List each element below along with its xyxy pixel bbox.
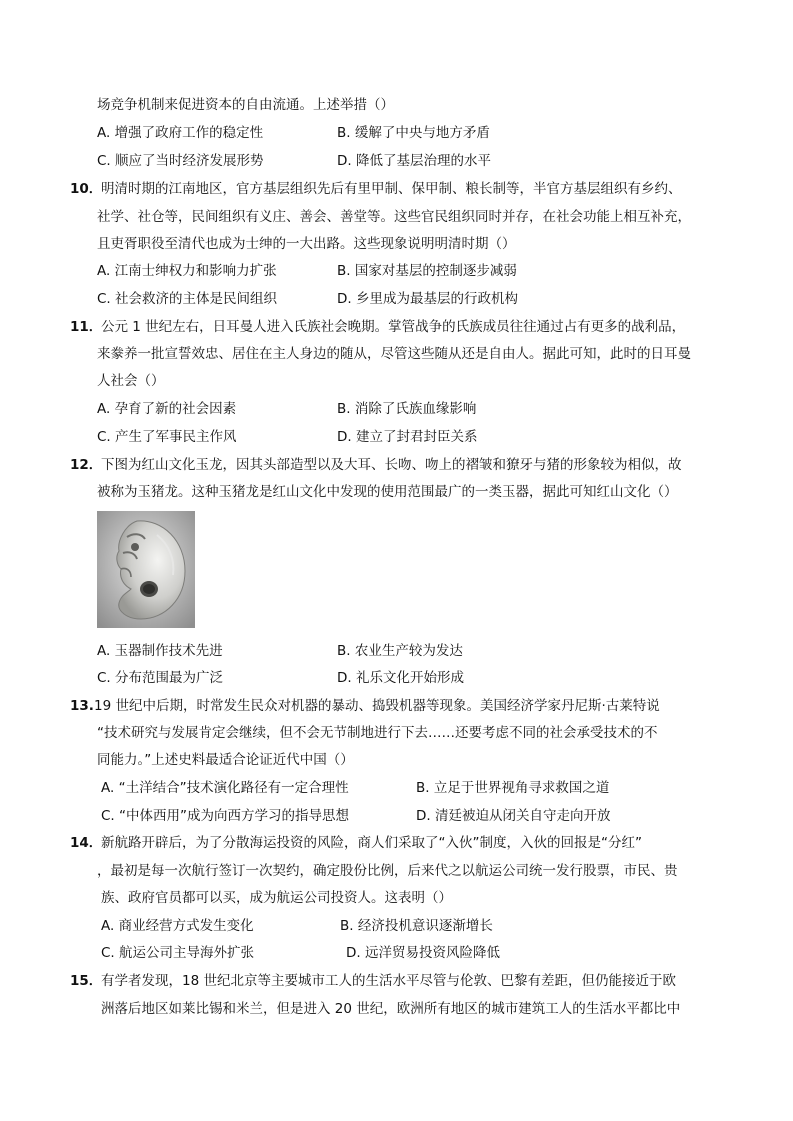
- q10-number: 10．: [70, 181, 103, 197]
- q13-option-b: B. 立足于世界视角寻求救国之道: [416, 780, 610, 796]
- q15-number: 15．: [70, 973, 103, 989]
- q13-stem-line-3: 同能力。”上述史料最适合论证近代中国（）: [97, 752, 354, 768]
- q13-option-a: A. “土洋结合”技术演化路径有一定合理性: [101, 780, 349, 796]
- q11-stem-line-3: 人社会（）: [97, 373, 165, 389]
- q15-stem-line-2: 洲落后地区如莱比锡和米兰，但是进入 20 世纪，欧洲所有地区的城市建筑工人的生活水平都比中: [101, 1001, 681, 1017]
- q10-stem-line-3: 且吏胥职役至清代也成为士绅的一大出路。这些现象说明明清时期（）: [97, 236, 516, 252]
- q11-stem-line-1: 公元 1 世纪左右，日耳曼人进入氏族社会晚期。掌管战争的氏族成员往往通过占有更多的战利品，: [101, 319, 686, 335]
- jade-pig-dragon-photo: [97, 511, 195, 628]
- q12-option-a: A. 玉器制作技术先进: [97, 643, 223, 659]
- q12-number: 12．: [70, 457, 103, 473]
- q13-number: 13.: [70, 698, 94, 714]
- q14-option-c: C. 航运公司主导海外扩张: [101, 945, 255, 961]
- q9-stem-continuation: 场竞争机制来促进资本的自由流通。上述举措（）: [97, 97, 394, 113]
- q13-option-c: C. “中体西用”成为向西方学习的指导思想: [101, 808, 349, 824]
- q15-stem-line-1: 有学者发现，18 世纪北京等主要城市工人的生活水平尽管与伦敦、巴黎有差距，但仍能接近于欧: [101, 973, 676, 989]
- q9-option-a: A. 增强了政府工作的稳定性: [97, 125, 264, 141]
- q10-option-d: D. 乡里成为最基层的行政机构: [337, 291, 518, 307]
- q11-stem-line-2: 来豢养一批宣誓效忠、居住在主人身边的随从，尽管这些随从还是自由人。据此可知，此时的日耳曼: [97, 346, 691, 362]
- q11-option-a: A. 孕育了新的社会因素: [97, 401, 237, 417]
- q14-option-a: A. 商业经营方式发生变化: [101, 918, 254, 934]
- q13-option-d: D. 清廷被迫从闭关自守走向开放: [416, 808, 611, 824]
- q10-stem-line-1: 明清时期的江南地区，官方基层组织先后有里甲制、保甲制、粮长制等，半官方基层组织有乡约、: [101, 181, 682, 197]
- q12-option-b: B. 农业生产较为发达: [337, 643, 463, 659]
- q9-option-d: D. 降低了基层治理的水平: [337, 153, 491, 169]
- q14-stem-line-2: ，最初是每一次航行签订一次契约，确定股份比例，后来代之以航运公司统一发行股票，市民、贵: [97, 863, 678, 879]
- q12-stem-line-1: 下图为红山文化玉龙，因其头部造型以及大耳、长吻、吻上的褶皱和獠牙与猪的形象较为相似，故: [101, 457, 682, 473]
- q11-option-b: B. 消除了氏族血缘影响: [337, 401, 477, 417]
- q10-stem-line-2: 社学、社仓等，民间组织有义庄、善会、善堂等。这些官民组织同时并存，在社会功能上相互补充，: [97, 209, 691, 225]
- q13-stem-line-2: “技术研究与发展肯定会继续，但不会无节制地进行下去……还要考虑不同的社会承受技术的不: [97, 725, 658, 741]
- q14-stem-line-1: 新航路开辟后，为了分散海运投资的风险，商人们采取了“入伙”制度，入伙的回报是“分红”: [101, 835, 642, 851]
- q14-option-d: D. 远洋贸易投资风险降低: [346, 945, 500, 961]
- q10-option-a: A. 江南士绅权力和影响力扩张: [97, 263, 277, 279]
- q9-option-c: C. 顺应了当时经济发展形势: [97, 153, 264, 169]
- q14-number: 14．: [70, 835, 103, 851]
- q10-option-c: C. 社会救济的主体是民间组织: [97, 291, 278, 307]
- q11-option-d: D. 建立了封君封臣关系: [337, 429, 478, 445]
- q12-stem-line-2: 被称为玉猪龙。这种玉猪龙是红山文化中发现的使用范围最广的一类玉器，据此可知红山文化（）: [97, 484, 678, 500]
- q12-option-c: C. 分布范围最为广泛: [97, 670, 224, 686]
- q9-option-b: B. 缓解了中央与地方矛盾: [337, 125, 490, 141]
- q12-option-d: D. 礼乐文化开始形成: [337, 670, 464, 686]
- q14-option-b: B. 经济投机意识逐渐增长: [340, 918, 493, 934]
- q14-stem-line-3: 族、政府官员都可以买，成为航运公司投资人。这表明（）: [101, 890, 452, 906]
- q11-option-c: C. 产生了军事民主作风: [97, 429, 237, 445]
- q10-option-b: B. 国家对基层的控制逐步减弱: [337, 263, 517, 279]
- q11-number: 11．: [70, 319, 103, 335]
- q13-stem-line-1: 19 世纪中后期，时常发生民众对机器的暴动、捣毁机器等现象。美国经济学家丹尼斯·古莱特说: [94, 698, 660, 714]
